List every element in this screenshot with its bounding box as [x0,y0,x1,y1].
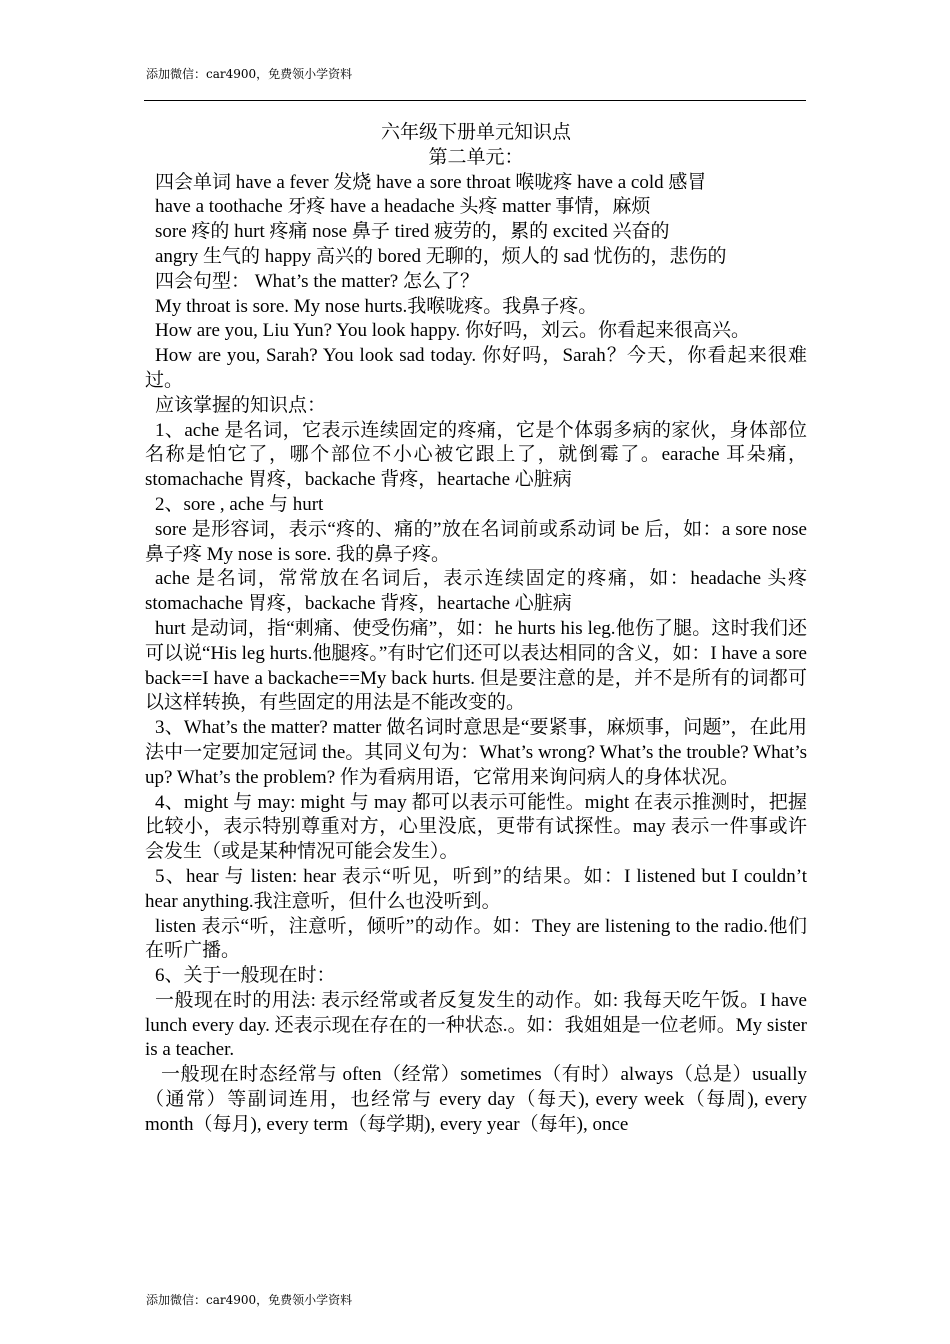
point-2-heading: 2、sore , ache 与 hurt [155,493,324,515]
page-footer: 添加微信：car4900，免费领小学资料 [146,1293,353,1307]
point-5-hear: 5、hear 与 listen: hear 表示“听见，听到”的结果。如：I listened but I couldn’t hear anything.我注意听，但什么也没听到。 [145,865,807,912]
point-2-ache: ache 是名词，常常放在名词后，表示连续固定的疼痛，如：headache 头疼 stomachache 胃疼，backache 背疼，heartache 心脏病 [145,568,807,615]
point-6-heading: 6、关于一般现在时： [155,965,336,987]
vocab-line-2: have a toothache 牙疼 have a headache 头疼 matter 事情，麻烦 [155,196,651,218]
document-title: 六年级下册单元知识点 [380,122,571,143]
point-4: 4、might 与 may: might 与 may 都可以表示可能性。might 在表示推测时，把握比较小，表示特别尊重对方，心里没底，更带有试探性。may 表示一件事或许会发生（或是某种情况可能会发生）。 [145,791,807,863]
point-5-listen: listen 表示“听，注意听，倾听”的动作。如：They are listening to the radio.他们在听广播。 [145,915,807,962]
vocab-line-3: sore 疼的 hurt 疼痛 nose 鼻子 tired 疲劳的，累的 excited 兴奋的 [155,221,670,243]
point-6-usage: 一般现在时的用法: 表示经常或者反复发生的动作。如: 我每天吃午饭。I have lunch every day. 还表示现在存在的一种状态.。如：我姐姐是一位老师。My sister is a teacher. [145,989,807,1061]
sentence-heading: 四会句型： What’s the matter? 怎么了？ [155,270,479,292]
point-2-sore: sore 是形容词，表示“疼的、痛的”放在名词前或系动词 be 后，如：a sore nose 鼻子疼 My nose is sore. 我的鼻子疼。 [145,518,807,565]
vocab-line-1: 四会单词 have a fever 发烧 have a sore throat 喉咙疼 have a cold 感冒 [155,171,707,193]
header-divider [144,100,806,101]
sentence-3: How are you, Sarah? You look sad today. 你好吗，Sarah？今天，你看起来很难过。 [145,345,807,391]
unit-heading: 第二单元： [428,146,524,168]
sentence-2: How are you, Liu Yun? You look happy. 你好吗，刘云。你看起来很高兴。 [155,320,750,342]
point-6-adverbs: 一般现在时态经常与 often（经常）sometimes（有时）always（总是）usually（通常）等副词连用，也经常与 every day（每天), every week（每周), every month（每月), every term（每学期), every year（每年), once [145,1064,807,1135]
page-header: 添加微信：car4900，免费领小学资料 [146,67,353,81]
knowledge-heading: 应该掌握的知识点： [155,394,327,416]
point-2-hurt: hurt 是动词，指“刺痛、使受伤痛”，如：he hurts his leg.他伤了腿。这时我们还可以说“His leg hurts.他腿疼。”有时它们还可以表达相同的含义，如：I have a sore back==I have a backache==My back hurts. 但是要注意的是，并不是所有的词都可以这样转换，有些固定的用法是不能改变的。 [145,617,807,714]
vocab-line-4: angry 生气的 happy 高兴的 bored 无聊的，烦人的 sad 忧伤的，悲伤的 [155,245,727,267]
sentence-1: My throat is sore. My nose hurts.我喉咙疼。我鼻子疼。 [155,295,598,317]
document-body [145,121,807,1138]
point-1: 1、ache 是名词，它表示连续固定的疼痛，它是个体弱多病的家伙，身体部位名称是怕它了，哪个部位不小心被它跟上了，就倒霉了。earache 耳朵痛，stomachache 胃疼，backache 背疼，heartache 心脏病 [145,419,807,491]
point-3: 3、What’s the matter? matter 做名词时意思是“要紧事，麻烦事，问题”，在此用法中一定要加定冠词 the。其同义句为：What’s wrong? What’s the trouble? What’s up? What’s the problem? 作为看病用语，它常用来询问病人的身体状况。 [145,717,807,788]
